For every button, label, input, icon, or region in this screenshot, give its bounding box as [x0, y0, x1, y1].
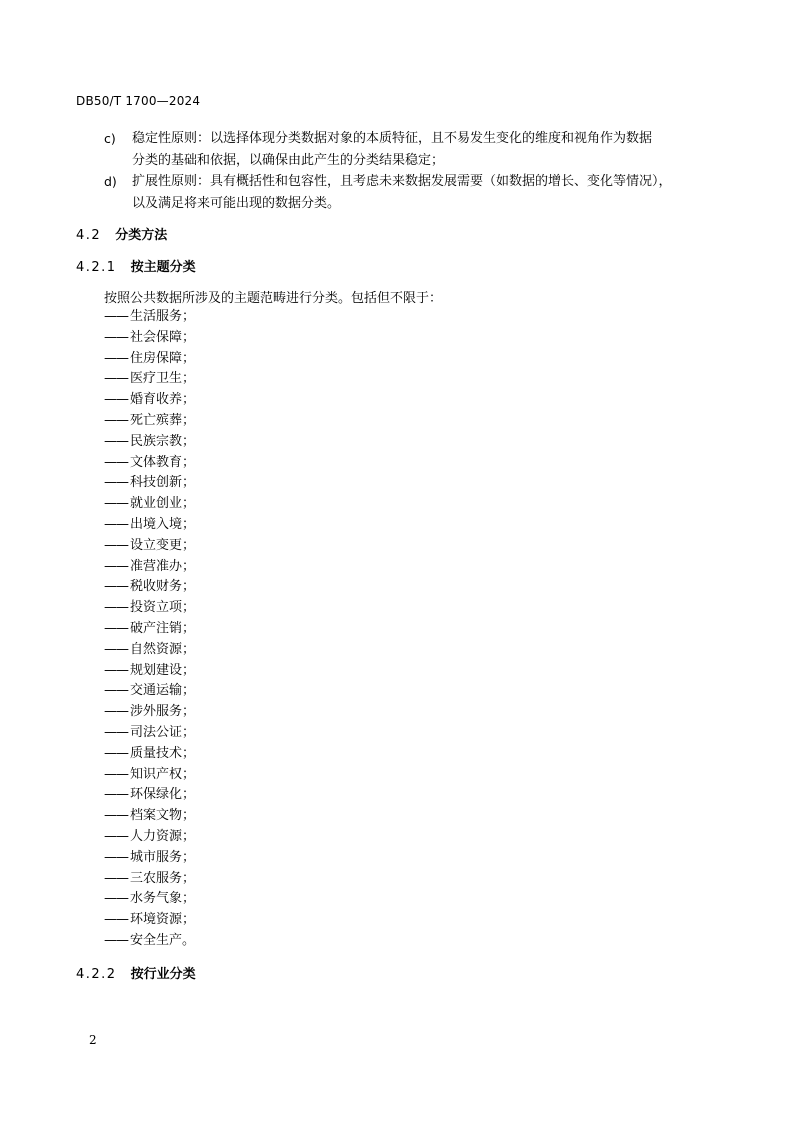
topic-list-item [104, 702, 195, 723]
page-number: 2 [89, 1033, 97, 1047]
topic-label: 环境资源； [130, 912, 196, 928]
list-dash: —— [104, 787, 128, 803]
topic-list-item [104, 640, 195, 661]
topic-list-item [104, 390, 195, 411]
list-dash: —— [104, 329, 128, 345]
topic-list-item [104, 307, 195, 328]
topic-list-item [104, 557, 195, 578]
principle-text-line: 扩展性原则：具有概括性和包容性，且考虑未来数据发展需要（如数据的增长、变化等情况）， [132, 174, 672, 189]
section-heading-4-2-2 [76, 963, 196, 982]
section-number: 4.2.2 [76, 967, 117, 982]
list-dash: —— [104, 620, 128, 636]
topic-label: 环保绿化； [130, 787, 196, 803]
section-heading-4-2 [76, 224, 167, 243]
list-dash: —— [104, 350, 128, 366]
topic-label: 破产注销； [130, 620, 196, 636]
topic-list-item [104, 889, 195, 910]
list-dash: —— [104, 891, 128, 907]
document-code: DB50/T 1700—2024 [76, 94, 201, 108]
topic-label: 准营准办； [130, 558, 196, 574]
list-dash: —— [104, 579, 128, 595]
list-dash: —— [104, 454, 128, 470]
topic-list-item [104, 619, 195, 640]
topic-list [104, 307, 195, 952]
topic-list-item [104, 827, 195, 848]
topic-list-item [104, 411, 195, 432]
topic-list-item [104, 328, 195, 349]
topic-list-item [104, 744, 195, 765]
topic-intro: 按照公共数据所涉及的主题范畴进行分类。包括但不限于： [104, 291, 443, 306]
list-dash: —— [104, 641, 128, 657]
topic-list-item [104, 723, 195, 744]
topic-label: 档案文物； [130, 808, 196, 824]
topic-label: 投资立项； [130, 600, 196, 616]
list-dash: —— [104, 392, 128, 408]
topic-label: 社会保障； [130, 329, 196, 345]
section-title: 按行业分类 [130, 967, 196, 982]
topic-label: 婚育收养； [130, 392, 196, 408]
list-dash: —— [104, 309, 128, 324]
topic-label: 人力资源； [130, 828, 196, 844]
list-dash: —— [104, 496, 128, 512]
list-dash: —— [104, 662, 128, 678]
topic-list-item [104, 515, 195, 536]
topic-label: 就业创业； [130, 496, 196, 512]
list-dash: —— [104, 724, 128, 740]
principle-text-line: 分类的基础和依据，以确保由此产生的分类结果稳定； [132, 153, 445, 168]
list-dash: —— [104, 371, 128, 387]
list-dash: —— [104, 870, 128, 886]
topic-label: 三农服务； [130, 870, 196, 886]
section-title: 分类方法 [115, 228, 168, 243]
topic-list-item [104, 432, 195, 453]
list-dash: —— [104, 537, 128, 553]
section-number: 4.2.1 [76, 260, 117, 275]
list-dash: —— [104, 808, 128, 824]
topic-list-item [104, 765, 195, 786]
topic-label: 生活服务； [130, 309, 196, 324]
topic-list-item [104, 869, 195, 890]
topic-list-item [104, 681, 195, 702]
list-dash: —— [104, 433, 128, 449]
principle-marker: c) [104, 131, 116, 146]
topic-label: 死亡殡葬； [130, 412, 196, 428]
topic-list-item [104, 494, 195, 515]
topic-list-item [104, 598, 195, 619]
list-dash: —— [104, 516, 128, 532]
topic-label: 交通运输； [130, 683, 196, 699]
topic-label: 司法公证； [130, 724, 196, 740]
topic-label: 设立变更； [130, 537, 196, 553]
topic-label: 涉外服务； [130, 704, 196, 720]
topic-label: 知识产权； [130, 766, 196, 782]
list-dash: —— [104, 704, 128, 720]
topic-list-item [104, 785, 195, 806]
section-title: 按主题分类 [130, 260, 196, 275]
topic-label: 民族宗教； [130, 433, 196, 449]
topic-list-item [104, 369, 195, 390]
list-dash: —— [104, 412, 128, 428]
topic-list-item [104, 661, 195, 682]
topic-list-item [104, 806, 195, 827]
topic-list-item [104, 577, 195, 598]
topic-list-item [104, 848, 195, 869]
topic-label: 税收财务； [130, 579, 196, 595]
topic-list-item [104, 349, 195, 370]
topic-label: 城市服务； [130, 849, 196, 865]
topic-label: 安全生产。 [130, 932, 196, 948]
topic-label: 规划建设； [130, 662, 196, 678]
topic-list-item [104, 453, 195, 474]
topic-label: 医疗卫生； [130, 371, 196, 387]
list-dash: —— [104, 683, 128, 699]
topic-list-item [104, 910, 195, 931]
topic-label: 水务气象； [130, 891, 196, 907]
section-number: 4.2 [76, 228, 102, 243]
list-dash: —— [104, 600, 128, 616]
topic-label: 自然资源； [130, 641, 196, 657]
topic-list-item [104, 536, 195, 557]
topic-list-item [104, 473, 195, 494]
list-dash: —— [104, 912, 128, 928]
principle-text-line: 以及满足将来可能出现的数据分类。 [132, 196, 341, 211]
list-dash: —— [104, 558, 128, 574]
list-dash: —— [104, 828, 128, 844]
topic-list-item [104, 931, 195, 952]
principle-text-line: 稳定性原则：以选择体现分类数据对象的本质特征，且不易发生变化的维度和视角作为数据 [132, 131, 653, 146]
list-dash: —— [104, 766, 128, 782]
list-dash: —— [104, 932, 128, 948]
list-dash: —— [104, 849, 128, 865]
list-dash: —— [104, 745, 128, 761]
section-heading-4-2-1 [76, 256, 196, 275]
principle-marker: d) [104, 174, 117, 189]
list-dash: —— [104, 475, 128, 491]
topic-label: 质量技术； [130, 745, 196, 761]
topic-label: 住房保障； [130, 350, 196, 366]
topic-label: 科技创新； [130, 475, 196, 491]
topic-label: 出境入境； [130, 516, 196, 532]
topic-label: 文体教育； [130, 454, 196, 470]
